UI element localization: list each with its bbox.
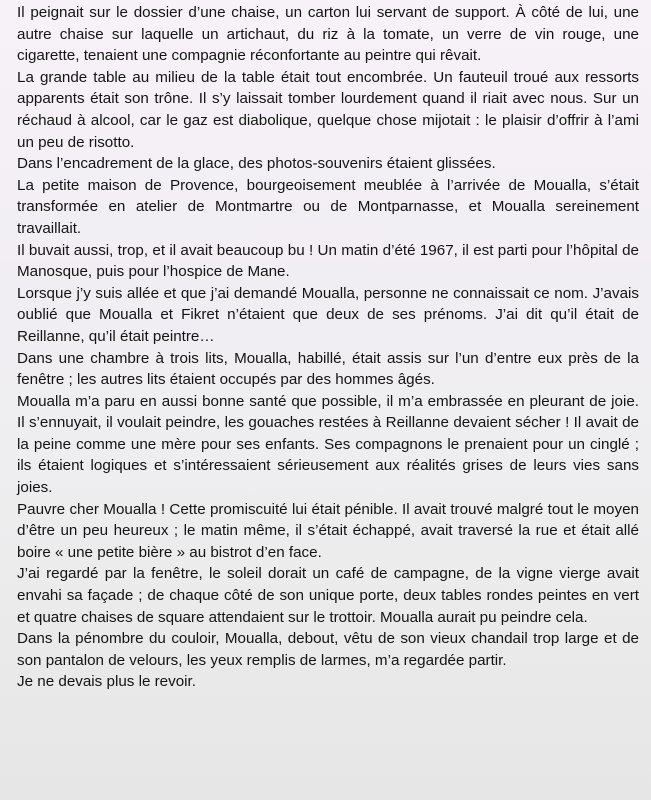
paragraph-mirror-photos: Dans l’encadrement de la glace, des photos-souvenirs étaient glissées.	[17, 155, 496, 173]
paragraph-final-line: Je ne devais plus le revoir.	[17, 673, 196, 691]
paragraph-window-cafe: J’ai regardé par la fenêtre, le soleil dorait un café de campagne, de la vigne vierge avait envahi sa façade ; de chaque côté de son unique porte, deux tables rondes peintes en vert et quatre chaises de square attendaient sur le trottoir. Moualla aurait pu peindre cela.	[17, 565, 639, 626]
paragraph-visit-hospice: Lorsque j’y suis allée et que j’ai demandé Moualla, personne ne connaissait ce nom. J’avais oublié que Moualla et Fikret n’étaient que deux de ses prénoms. J’ai dit qu’il était de Reillanne, qu’il était peintre…	[17, 284, 639, 345]
paragraph-three-bed-room: Dans une chambre à trois lits, Moualla, habillé, était assis sur l’un d’entre eux près de la fenêtre ; les autres lits étaient occupés par des hommes âgés.	[17, 349, 639, 389]
paragraph-table-and-armchair: La grande table au milieu de la table était tout encombrée. Un fauteuil troué aux ressorts apparents était son trône. Il s’y laissait tomber lourdement quand il riait avec nous. Sur un réchaud à alcool, car le gaz est diabolique, quelque chose mijotait : le plaisir d’offrir à l’ami un peu de risotto.	[17, 68, 639, 151]
paragraph-corridor-farewell: Dans la pénombre du couloir, Moualla, debout, vêtu de son vieux chandail trop large et de son pantalon de velours, les yeux remplis de larmes, m’a regardée partir.	[17, 630, 639, 669]
paragraph-health-and-joy: Moualla m’a paru en aussi bonne santé que possible, il m’a embrassée en pleurant de joie. Il s’ennuyait, il voulait peindre, les gouaches restées à Reillanne devaient sécher ! Il avait de la peine comme une mère pour ses enfants. Ses compagnons le prenaient pour un cinglé ; ils étaient logiques et s’intéressaient sérieusement aux réalités grises de leurs vies sans joies.	[17, 392, 639, 497]
paragraph-chair-still-life: Il peignait sur le dossier d’une chaise, un carton lui servant de support. À côté de lui, une autre chaise sur laquelle un artichaut, du riz à la tomate, un verre de vin rouge, une cigarette, tenaient une compagnie réconfortante au peintre qui rêvait.	[17, 4, 639, 65]
paragraph-escape-to-bistro: Pauvre cher Moualla ! Cette promiscuité lui était pénible. Il avait trouvé malgré tout le moyen d’être un peu heureux ; le matin même, il s’était échappé, avait traversé la rue et était allé boire « une petite bière » au bistrot d’en face.	[17, 500, 639, 561]
paragraph-provence-house: La petite maison de Provence, bourgeoisement meublée à l’arrivée de Moualla, s’était transformée en atelier de Montmartre ou de Montparnasse, et Moualla sereinement travaillait.	[17, 176, 639, 237]
paragraph-hospital-1967: Il buvait aussi, trop, et il avait beaucoup bu ! Un matin d’été 1967, il est parti pour l’hôpital de Manosque, puis pour l’hospice de Mane.	[17, 241, 639, 281]
